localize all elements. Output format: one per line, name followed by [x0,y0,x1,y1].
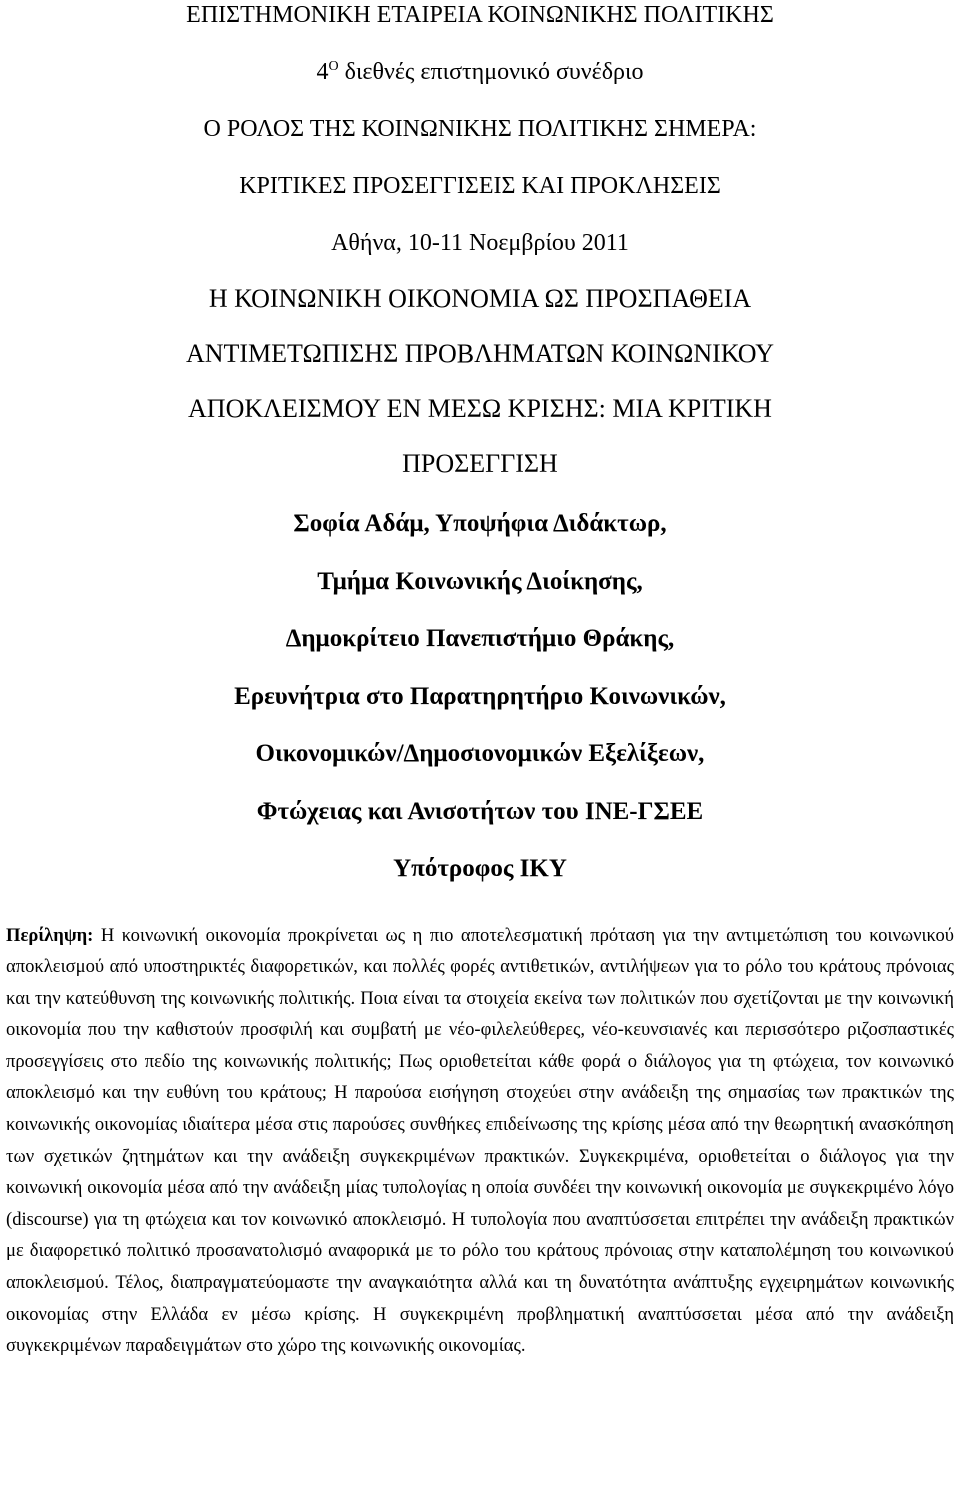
organization-name: ΕΠΙΣΤΗΜΟΝΙΚΗ ΕΤΑΙΡΕΙΑ ΚΟΙΝΩΝΙΚΗΣ ΠΟΛΙΤΙΚΗΣ [186,2,774,28]
abstract-text: Η κοινωνική οικονομία προκρίνεται ως η πιο αποτελεσματική πρόταση για την αντιμετώπιση του κοινωνικού αποκλεισμού από υποστηρικτές διαφορετικών, και πολλές φορές αντιθετικών, αντιλήψεων για το ρόλο του κράτους πρόνοιας και την κατεύθυνση της κοινωνικής πολιτικής. Ποια είναι τα στοιχεία εκείνα των πολιτικών που σχετίζονται με την κοινωνική οικονομία που την καθιστούν προσφιλή και συμβατή με νέο-φιλελεύθερες, νέο-κευνσιανές και περισσότερο ριζοσπαστικές προσεγγίσεις στο πεδίο της κοινωνικής πολιτικής; Πως οριοθετείται κάθε φορά ο διάλογος για τη φτώχεια, τον κοινωνικό αποκλεισμό και την ευθύνη του κράτους; Η παρούσα εισήγηση στοχεύει στην ανάδειξη της σημασίας των πρακτικών της κοινωνικής οικονομίας ιδιαίτερα μέσα στις παρούσες συνθήκες επιδείνωσης της κρίσης μέσα από την θεωρητική ανασκόπηση των σχετικών ζητημάτων και την ανάδειξη συγκεκριμένων πρακτικών. Συγκεκριμένα, οριοθετείται ο διάλογος για την κοινωνική οικονομία μέσα από την ανάδειξη μίας τυπολογίας η οποία συνδέει την κοινωνική οικονομία με συγκεκριμένο λόγο (discourse) για τη φτώχεια και τον κοινωνικό αποκλεισμό. Η τυπολογία που αναπτύσσεται επιτρέπει την ανάδειξη πρακτικών με διαφορετικό πολιτικό προσανατολισμό αναφορικά με το ρόλο του κράτους πρόνοιας στην καταπολέμηση του κοινωνικού αποκλεισμού. Τέλος, διαπραγματεύομαστε την αναγκαιότητα αλλά και τη δυνατότητα ανάπτυξης εγχειρημάτων κοινωνικής οικονομίας στην Ελλάδα εν μέσω κρίσης. Η συγκεκριμένη προβληματική αναπτύσσεται μέσα από την ανάδειξη συγκεκριμένων παραδειγμάτων στο χώρο της κοινωνικής οικονομίας. [6,924,954,1357]
author-line: Δημοκρίτειο Πανεπιστήμιο Θράκης, [285,625,675,652]
conference-theme-line-2: ΚΡΙΤΙΚΕΣ ΠΡΟΣΕΓΓΙΣΕΙΣ ΚΑΙ ΠΡΟΚΛΗΣΕΙΣ [239,173,721,199]
conference-title [6,57,954,87]
paper-title-line: ΠΡΟΣΕΓΓΙΣΗ [402,449,558,478]
author-line: Υπότροφος ΙΚΥ [393,855,567,882]
conference-ordinal: Ο [328,59,339,74]
paper-title-line: ΑΠΟΚΛΕΙΣΜΟΥ ΕΝ ΜΕΣΩ ΚΡΙΣΗΣ: ΜΙΑ ΚΡΙΤΙΚΗ [188,394,772,423]
conference-theme-line-1: Ο ΡΟΛΟΣ ΤΗΣ ΚΟΙΝΩΝΙΚΗΣ ΠΟΛΙΤΙΚΗΣ ΣΗΜΕΡΑ: [203,116,757,142]
paper-title-line: Η ΚΟΙΝΩΝΙΚΗ ΟΙΚΟΝΟΜΙΑ ΩΣ ΠΡΟΣΠΑΘΕΙΑ [208,284,752,313]
abstract-paragraph [6,920,954,1362]
conference-place-date: Αθήνα, 10-11 Νοεμβρίου 2011 [331,230,629,256]
conference-header [6,0,954,258]
conference-name: διεθνές επιστημονικό συνέδριο [344,59,644,85]
author-line: Σοφία Αδάμ, Υποψήφια Διδάκτωρ, [293,510,667,537]
author-line: Τμήμα Κοινωνικής Διοίκησης, [317,567,643,595]
author-line: Ερευνήτρια στο Παρατηρητήριο Κοινωνικών, [234,682,726,710]
paper-title-line: ΑΝΤΙΜΕΤΩΠΙΣΗΣ ΠΡΟΒΛΗΜΑΤΩΝ ΚΟΙΝΩΝΙΚΟΥ [185,339,775,368]
author-line: Οικονομικών/Δημοσιονομικών Εξελίξεων, [255,740,705,767]
abstract-label: Περίληψη: [6,924,94,946]
author-line: Φτώχειας και Ανισοτήτων του ΙΝΕ-ΓΣΕΕ [256,797,704,825]
paper-title [6,271,954,491]
conference-number: 4 [316,59,329,85]
author-block [6,495,954,898]
